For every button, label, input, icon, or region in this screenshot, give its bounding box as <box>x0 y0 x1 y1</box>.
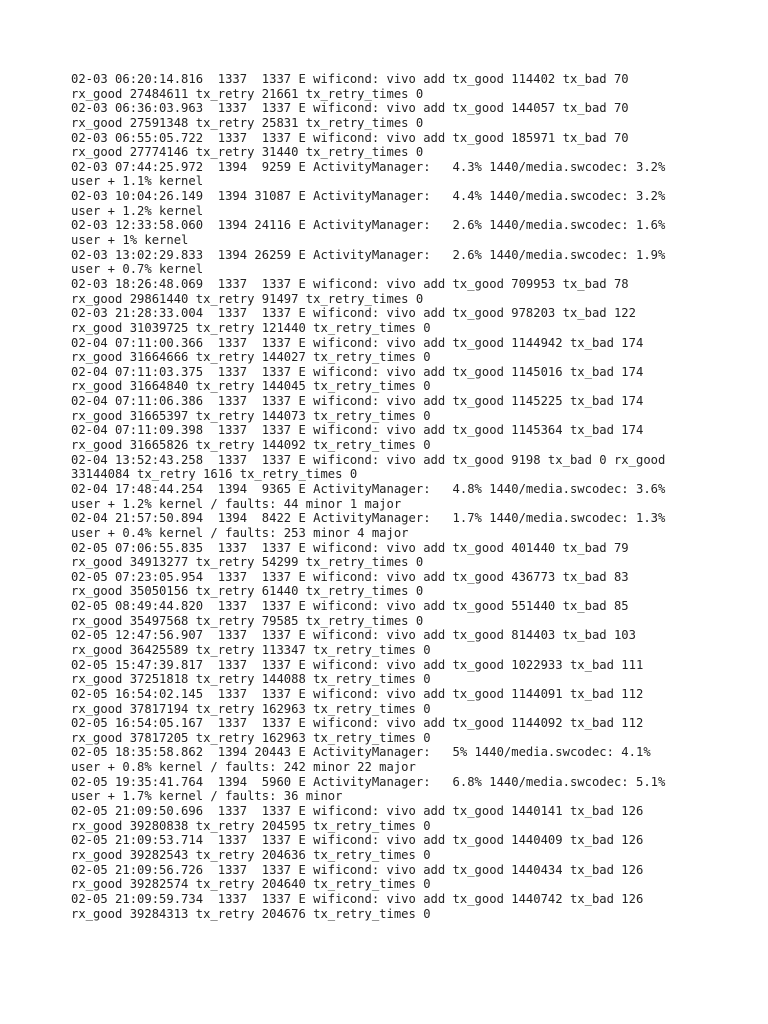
log-line: 02-05 07:06:55.835 1337 1337 E wificond: vivo add tx_good 401440 tx_bad 79 <box>71 540 629 555</box>
log-line: user + 1.1% kernel <box>71 174 204 189</box>
log-text-block <box>71 72 751 921</box>
log-line: user + 1.2% kernel / faults: 44 minor 1 major <box>71 496 402 511</box>
log-line: user + 1.7% kernel / faults: 36 minor <box>71 789 343 804</box>
log-line: 02-05 19:35:41.764 1394 5960 E ActivityManager: 6.8% 1440/media.swcodec: 5.1% <box>71 774 666 789</box>
log-line: user + 0.8% kernel / faults: 242 minor 22 major <box>71 760 416 775</box>
log-line: user + 1% kernel <box>71 233 189 248</box>
log-line: 02-05 15:47:39.817 1337 1337 E wificond: vivo add tx_good 1022933 tx_bad 111 <box>71 657 644 672</box>
log-line: 33144084 tx_retry 1616 tx_retry_times 0 <box>71 467 358 482</box>
log-line: 02-04 07:11:03.375 1337 1337 E wificond: vivo add tx_good 1145016 tx_bad 174 <box>71 364 644 379</box>
log-line: 02-04 17:48:44.254 1394 9365 E ActivityManager: 4.8% 1440/media.swcodec: 3.6% <box>71 481 666 496</box>
log-line: 02-05 07:23:05.954 1337 1337 E wificond: vivo add tx_good 436773 tx_bad 83 <box>71 569 629 584</box>
log-line: 02-03 07:44:25.972 1394 9259 E ActivityManager: 4.3% 1440/media.swcodec: 3.2% <box>71 159 666 174</box>
log-line: rx_good 35497568 tx_retry 79585 tx_retry_times 0 <box>71 613 424 628</box>
log-line: rx_good 39282574 tx_retry 204640 tx_retry_times 0 <box>71 877 431 892</box>
log-line: 02-05 21:09:56.726 1337 1337 E wificond: vivo add tx_good 1440434 tx_bad 126 <box>71 862 644 877</box>
log-line: 02-05 16:54:02.145 1337 1337 E wificond: vivo add tx_good 1144091 tx_bad 112 <box>71 686 644 701</box>
log-line: 02-04 13:52:43.258 1337 1337 E wificond: vivo add tx_good 9198 tx_bad 0 rx_good <box>71 452 666 467</box>
log-line: rx_good 37251818 tx_retry 144088 tx_retry_times 0 <box>71 672 431 687</box>
log-line: 02-04 07:11:00.366 1337 1337 E wificond: vivo add tx_good 1144942 tx_bad 174 <box>71 335 644 350</box>
log-line: 02-03 10:04:26.149 1394 31087 E ActivityManager: 4.4% 1440/media.swcodec: 3.2% <box>71 189 666 204</box>
log-line: 02-03 06:36:03.963 1337 1337 E wificond: vivo add tx_good 144057 tx_bad 70 <box>71 101 629 116</box>
log-line: rx_good 31665397 tx_retry 144073 tx_retry_times 0 <box>71 408 431 423</box>
log-line: 02-03 12:33:58.060 1394 24116 E ActivityManager: 2.6% 1440/media.swcodec: 1.6% <box>71 218 666 233</box>
log-line: 02-03 13:02:29.833 1394 26259 E ActivityManager: 2.6% 1440/media.swcodec: 1.9% <box>71 247 666 262</box>
log-line: 02-05 21:09:59.734 1337 1337 E wificond: vivo add tx_good 1440742 tx_bad 126 <box>71 891 644 906</box>
log-line: rx_good 39280838 tx_retry 204595 tx_retry_times 0 <box>71 818 431 833</box>
log-line: user + 0.4% kernel / faults: 253 minor 4 major <box>71 525 409 540</box>
log-line: 02-05 21:09:53.714 1337 1337 E wificond: vivo add tx_good 1440409 tx_bad 126 <box>71 833 644 848</box>
log-line: 02-04 07:11:09.398 1337 1337 E wificond: vivo add tx_good 1145364 tx_bad 174 <box>71 423 644 438</box>
log-line: rx_good 39284313 tx_retry 204676 tx_retry_times 0 <box>71 906 431 921</box>
log-line: rx_good 27591348 tx_retry 25831 tx_retry_times 0 <box>71 115 424 130</box>
log-line: rx_good 36425589 tx_retry 113347 tx_retry_times 0 <box>71 642 431 657</box>
log-line: 02-05 08:49:44.820 1337 1337 E wificond: vivo add tx_good 551440 tx_bad 85 <box>71 599 629 614</box>
log-line: 02-05 21:09:50.696 1337 1337 E wificond: vivo add tx_good 1440141 tx_bad 126 <box>71 804 644 819</box>
log-line: 02-03 06:20:14.816 1337 1337 E wificond: vivo add tx_good 114402 tx_bad 70 <box>71 72 629 86</box>
log-line: rx_good 39282543 tx_retry 204636 tx_retry_times 0 <box>71 847 431 862</box>
log-line: 02-03 21:28:33.004 1337 1337 E wificond: vivo add tx_good 978203 tx_bad 122 <box>71 306 636 321</box>
log-line: rx_good 35050156 tx_retry 61440 tx_retry_times 0 <box>71 584 424 599</box>
log-line: rx_good 27774146 tx_retry 31440 tx_retry_times 0 <box>71 145 424 160</box>
log-line: user + 0.7% kernel <box>71 262 204 277</box>
log-line: 02-05 16:54:05.167 1337 1337 E wificond: vivo add tx_good 1144092 tx_bad 112 <box>71 716 644 731</box>
log-line: 02-03 06:55:05.722 1337 1337 E wificond: vivo add tx_good 185971 tx_bad 70 <box>71 130 629 145</box>
log-line: rx_good 31665826 tx_retry 144092 tx_retry_times 0 <box>71 438 431 453</box>
log-line: 02-04 21:57:50.894 1394 8422 E ActivityManager: 1.7% 1440/media.swcodec: 1.3% <box>71 511 666 526</box>
log-line: rx_good 34913277 tx_retry 54299 tx_retry_times 0 <box>71 555 424 570</box>
log-line: user + 1.2% kernel <box>71 203 204 218</box>
log-line: rx_good 29861440 tx_retry 91497 tx_retry_times 0 <box>71 291 424 306</box>
log-line: 02-05 12:47:56.907 1337 1337 E wificond: vivo add tx_good 814403 tx_bad 103 <box>71 628 636 643</box>
log-line: rx_good 31664666 tx_retry 144027 tx_retry_times 0 <box>71 350 431 365</box>
log-line: 02-04 07:11:06.386 1337 1337 E wificond: vivo add tx_good 1145225 tx_bad 174 <box>71 394 644 409</box>
log-line: rx_good 27484611 tx_retry 21661 tx_retry_times 0 <box>71 86 424 101</box>
log-line: rx_good 37817205 tx_retry 162963 tx_retry_times 0 <box>71 730 431 745</box>
log-line: rx_good 31039725 tx_retry 121440 tx_retry_times 0 <box>71 320 431 335</box>
log-line: rx_good 37817194 tx_retry 162963 tx_retry_times 0 <box>71 701 431 716</box>
log-line: 02-05 18:35:58.862 1394 20443 E ActivityManager: 5% 1440/media.swcodec: 4.1% <box>71 745 651 760</box>
log-line: 02-03 18:26:48.069 1337 1337 E wificond: vivo add tx_good 709953 tx_bad 78 <box>71 276 629 291</box>
log-line: rx_good 31664840 tx_retry 144045 tx_retry_times 0 <box>71 379 431 394</box>
